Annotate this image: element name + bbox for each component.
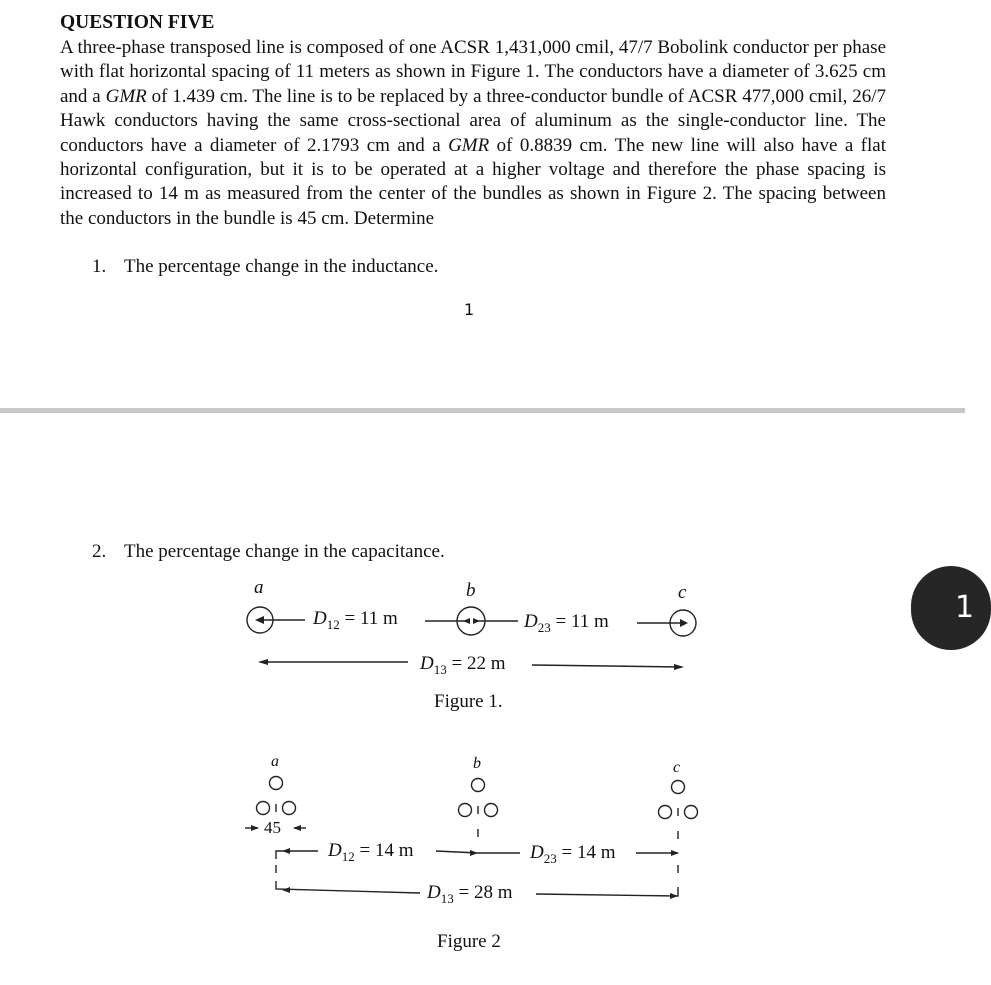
list-item-text: The percentage change in the inductance.	[124, 256, 439, 277]
figure2-label-a: a	[271, 753, 279, 770]
figure2-arrowhead-d12-right	[470, 850, 478, 856]
d13-symbol: D	[420, 653, 434, 674]
figure2-label-c: c	[673, 759, 681, 776]
page-2	[0, 413, 975, 985]
d23-value: = 11 m	[550, 611, 609, 632]
figure1-arrowhead-b-right	[473, 618, 480, 624]
d12-subscript: 12	[341, 848, 355, 864]
figure1-d23-label	[524, 611, 609, 636]
list-item-number: 2.	[92, 541, 107, 562]
figure2-bundle-c-top	[672, 781, 685, 794]
figure1-caption: Figure 1.	[434, 691, 503, 712]
figure2-d13-label	[427, 882, 512, 907]
paragraph-part-3: of 0.8839 cm. The new line will also have a flat horizontal configuration, but it is to be operated at a higher voltage and therefore the phase spacing is increased to 14 m as measured from the center of the bundles as shown in Figure 2. The spacing between the conductors in the bundle is 45 cm. Determine	[60, 134, 886, 229]
d23-symbol: D	[524, 611, 538, 632]
figure1-d13-label	[420, 653, 505, 678]
figure2-d12-label	[328, 840, 413, 865]
figure1-d13-line-right	[532, 665, 682, 667]
list-item-number: 1.	[92, 256, 107, 277]
d13-symbol: D	[427, 882, 441, 903]
figure2-arrowhead-d23-right	[671, 850, 679, 856]
d12-symbol: D	[313, 608, 327, 629]
paragraph-part-2: of 1.439 cm. The line is to be replaced by a three-conductor bundle of ACSR 477,000 cmil, 26/7 Hawk conductors having the same cross-sectional area of aluminum as the single-conductor line. The conductors have a diameter of 2.1793 cm and a	[60, 85, 887, 156]
figure2-bundle-a-left	[257, 802, 270, 815]
d23-subscript: 23	[543, 850, 557, 866]
figure1-label-a: a	[254, 577, 264, 598]
figure1-label-c: c	[678, 582, 687, 603]
figure2-d23-label	[530, 842, 615, 867]
figure2-bundle-c-right	[685, 806, 698, 819]
figure2-bundle-b-left	[459, 804, 472, 817]
d13-value: = 28 m	[453, 882, 513, 903]
gmr-term-2: GMR	[448, 134, 490, 156]
figure2-d12-line-left	[276, 851, 318, 859]
d13-value: = 22 m	[446, 653, 506, 674]
figure2-bundle-a-right	[283, 802, 296, 815]
figure1-arrowhead-a	[255, 616, 264, 624]
figure2-caption: Figure 2	[437, 931, 501, 952]
figure1-d12-label	[313, 608, 398, 633]
gmr-term-1: GMR	[105, 85, 147, 107]
figure2-arrowhead-d12-left	[282, 848, 290, 854]
d23-symbol: D	[530, 842, 544, 863]
paragraph-part-1: A three-phase transposed line is composed of one ACSR 1,431,000 cmil, 47/7 Bobolink conductor per phase with flat horizontal spacing of 11 meters as shown in Figure 1. The conductors have a diameter of 3.625 cm and a	[60, 37, 886, 107]
d13-subscript: 13	[433, 661, 447, 677]
list-item-1	[92, 256, 438, 278]
question-heading: QUESTION FIVE	[60, 12, 215, 33]
page-1	[0, 0, 965, 408]
d13-subscript: 13	[440, 890, 454, 906]
d12-value: = 11 m	[339, 608, 398, 629]
d23-subscript: 23	[537, 619, 551, 635]
figure2-d13-line-right	[536, 887, 678, 896]
figure2-arrowhead-d13-right	[670, 893, 678, 899]
d23-value: = 14 m	[556, 842, 616, 863]
figure2-bundle-spacing: 45	[264, 818, 281, 837]
figure1-arrowhead-b-left	[463, 618, 470, 624]
figure1-arrowhead-d13-right	[674, 664, 684, 670]
d12-subscript: 12	[326, 616, 340, 632]
list-item-text: The percentage change in the capacitance.	[124, 541, 445, 562]
figure2-d13-line-left	[276, 881, 420, 893]
figure2-label-b: b	[473, 755, 481, 772]
question-paragraph	[60, 36, 886, 231]
page-number: 1	[464, 300, 475, 319]
figure2-bundle-b-right	[485, 804, 498, 817]
figure2-bundle-b-top	[472, 779, 485, 792]
floating-badge-button[interactable]: 1	[911, 566, 991, 650]
figure2-bundle-c-left	[659, 806, 672, 819]
figure1-arrowhead-d13-left	[258, 659, 268, 665]
figure2-arrowhead-45-right	[293, 825, 301, 831]
d12-symbol: D	[328, 840, 342, 861]
figure2-bundle-a-top	[270, 777, 283, 790]
figure1-arrowhead-c	[680, 619, 688, 627]
figure2-arrowhead-45-left	[251, 825, 259, 831]
figure2-arrowhead-d13-left	[282, 887, 290, 893]
figure1-label-b: b	[466, 580, 476, 601]
d12-value: = 14 m	[354, 840, 414, 861]
